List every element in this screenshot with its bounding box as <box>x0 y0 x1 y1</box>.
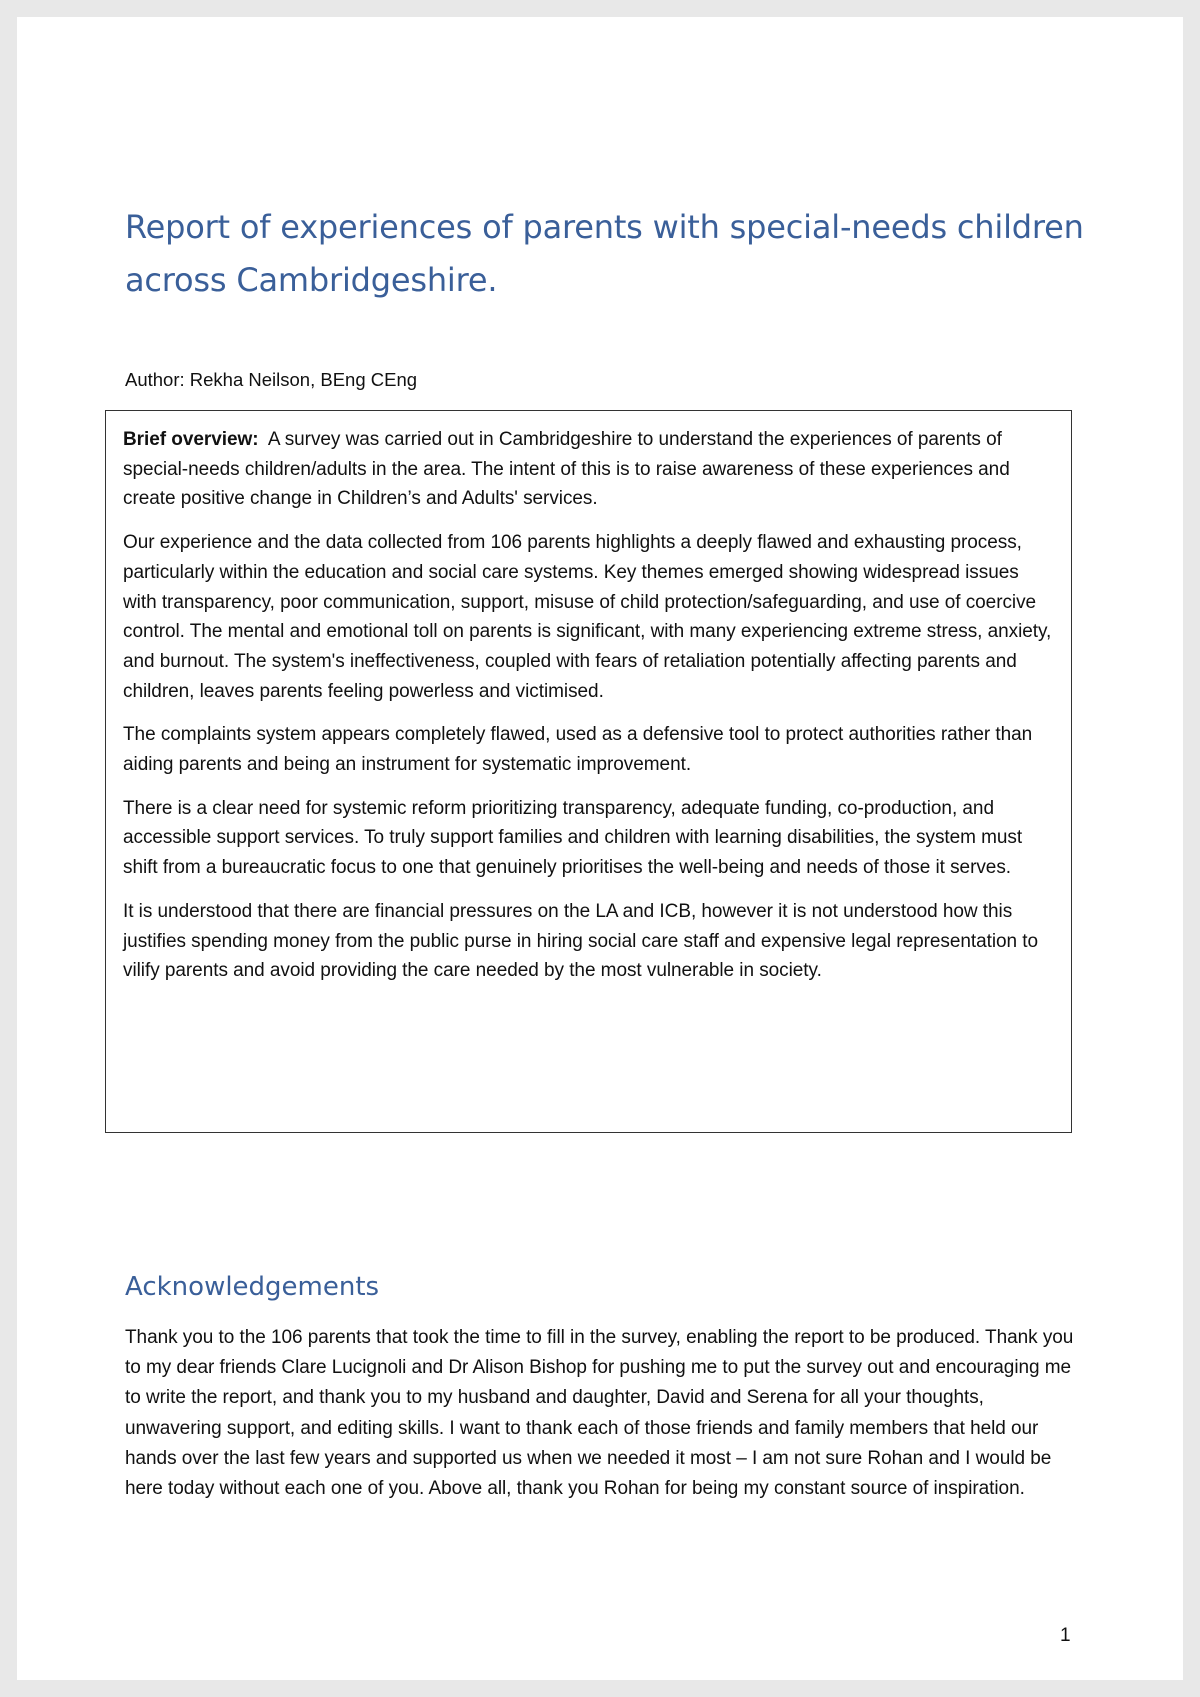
page-number: 1 <box>1060 1625 1071 1646</box>
acknowledgements-text: Thank you to the 106 parents that took the time to fill in the survey, enabling the report to be produced. Thank you to my dear friends Clare Lucignoli and Dr Alison Bishop for pushing me to put the survey out and encouraging me to write the report, and thank you to my husband and daughter, David and Serena for all your thoughts, unwavering support, and editing skills. I want to thank each of those friends and family members that held our hands over the last few years and supported us when we needed it most – I am not sure Rohan and I would be here today without each one of you. Above all, thank you Rohan for being my constant source of inspiration. <box>125 1327 1074 1500</box>
author-line: Author: Rekha Neilson, BEng CEng <box>125 369 418 390</box>
brief-overview-box <box>105 410 1072 1133</box>
document-page <box>17 17 1183 1680</box>
overview-label: Brief overview: <box>123 429 259 450</box>
report-title: Report of experiences of parents with special-needs children across Cambridgeshire. <box>125 208 1084 299</box>
overview-paragraph-5: It is understood that there are financial pressures on the LA and ICB, however it is not understood how this justifies spending money from the public purse in hiring social care staff and expensive legal representation to vilify parents and avoid providing the care needed by the most vulnerable in society. <box>123 900 1039 982</box>
overview-paragraph-4: There is a clear need for systemic reform prioritizing transparency, adequate funding, co-production, and accessible support services. To truly support families and children with learning disabilities, the system must shift from a bureaucratic focus to one that genuinely prioritises the well-being and needs of those it serves. <box>123 797 1023 879</box>
overview-paragraph-2: Our experience and the data collected from 106 parents highlights a deeply flawed and exhausting process, particularly within the education and social care systems. Key themes emerged showing widespread issues with transparency, poor communication, support, misuse of child protection/safeguarding, and use of coercive control. The mental and emotional toll on parents is significant, with many experiencing extreme stress, anxiety, and burnout. The system's ineffectiveness, coupled with fears of retaliation potentially affecting parents and children, leaves parents feeling powerless and victimised. <box>123 532 1052 702</box>
overview-paragraph-1 <box>123 425 1057 514</box>
overview-paragraph-1-text: A survey was carried out in Cambridgeshire to understand the experiences of parents of special-needs children/adults in the area. The intent of this is to raise awareness of these experiences and create positive change in Children’s and Adults' services. <box>123 429 1010 510</box>
acknowledgements-heading: Acknowledgements <box>125 1272 380 1302</box>
overview-paragraph-3: The complaints system appears completely flawed, used as a defensive tool to protect authorities rather than aiding parents and being an instrument for systematic improvement. <box>123 724 1033 776</box>
